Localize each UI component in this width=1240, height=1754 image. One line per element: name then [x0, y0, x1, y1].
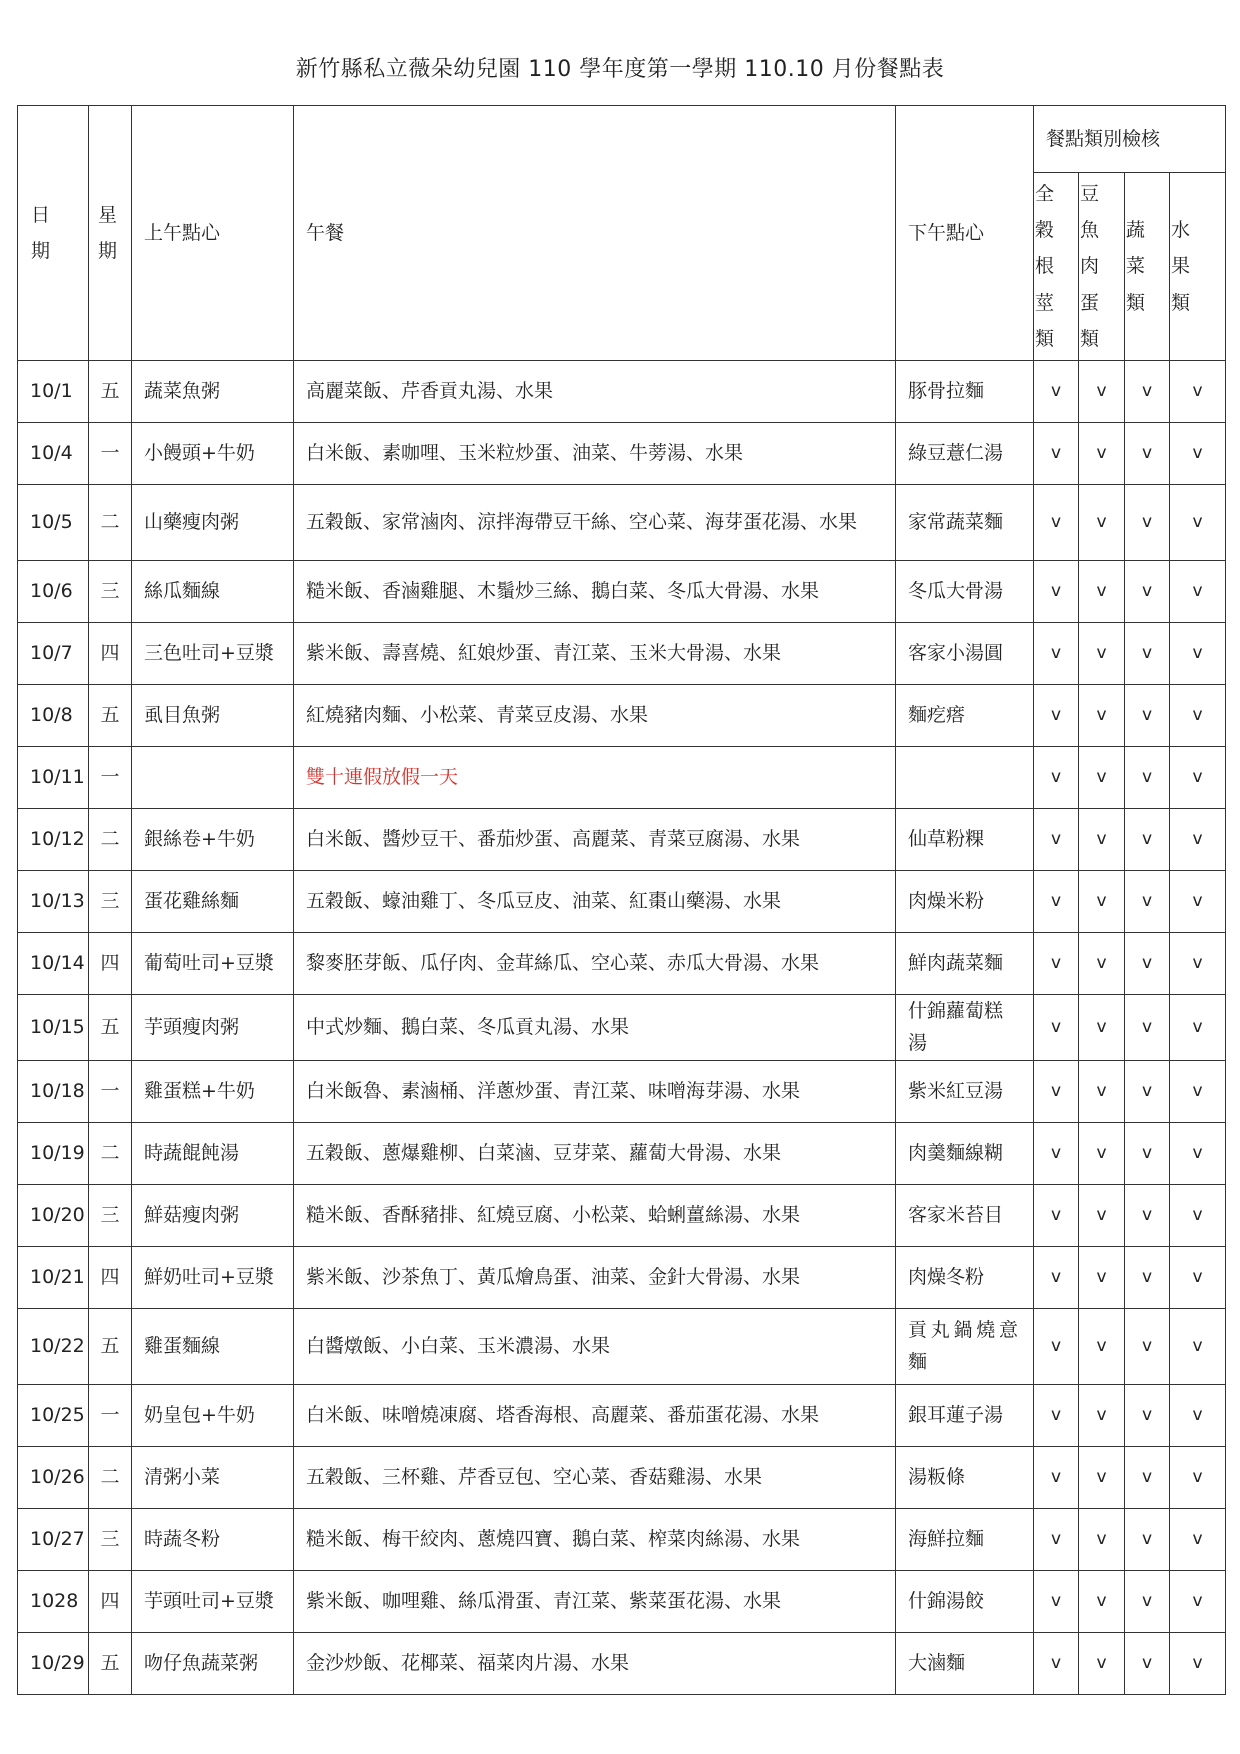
pm-snack-cell: 麵疙瘩	[896, 685, 1034, 747]
date-cell: 10/4	[18, 423, 89, 485]
check-protein-cell: v	[1079, 995, 1125, 1061]
check-fruit-cell: v	[1170, 685, 1226, 747]
am-snack-cell: 吻仔魚蔬菜粥	[132, 1632, 294, 1694]
am-snack-cell	[132, 747, 294, 809]
am-snack-cell: 芋頭吐司+豆漿	[132, 1570, 294, 1632]
header-am-snack: 上午點心	[132, 106, 294, 361]
check-grains-cell: v	[1034, 485, 1079, 561]
meal-table	[17, 105, 1226, 1695]
am-snack-cell: 時蔬餛飩湯	[132, 1122, 294, 1184]
table-row	[18, 1446, 1226, 1508]
check-protein-cell: v	[1079, 1122, 1125, 1184]
check-grains-cell: v	[1034, 1122, 1079, 1184]
check-veg-cell: v	[1125, 423, 1170, 485]
weekday-cell: 五	[89, 995, 132, 1061]
table-row	[18, 1060, 1226, 1122]
check-grains-cell: v	[1034, 1308, 1079, 1384]
date-cell: 10/21	[18, 1246, 89, 1308]
pm-snack-cell: 銀耳蓮子湯	[896, 1384, 1034, 1446]
am-snack-cell: 蛋花雞絲麵	[132, 871, 294, 933]
date-cell: 10/6	[18, 561, 89, 623]
table-row	[18, 1508, 1226, 1570]
check-protein-cell: v	[1079, 1308, 1125, 1384]
am-snack-cell: 雞蛋糕+牛奶	[132, 1060, 294, 1122]
check-veg-cell: v	[1125, 1308, 1170, 1384]
check-grains-cell: v	[1034, 995, 1079, 1061]
check-grains-cell: v	[1034, 561, 1079, 623]
header-check-group: 餐點類別檢核	[1034, 106, 1226, 173]
date-cell: 10/7	[18, 623, 89, 685]
pm-snack-cell	[896, 747, 1034, 809]
check-grains-cell: v	[1034, 423, 1079, 485]
header-pm-snack: 下午點心	[896, 106, 1034, 361]
header-grains: 全穀根莖類	[1034, 173, 1079, 361]
am-snack-cell: 銀絲卷+牛奶	[132, 809, 294, 871]
date-cell: 10/15	[18, 995, 89, 1061]
am-snack-cell: 小饅頭+牛奶	[132, 423, 294, 485]
check-grains-cell: v	[1034, 1384, 1079, 1446]
check-grains-cell: v	[1034, 1060, 1079, 1122]
pm-snack-cell: 冬瓜大骨湯	[896, 561, 1034, 623]
am-snack-cell: 清粥小菜	[132, 1446, 294, 1508]
weekday-cell: 一	[89, 423, 132, 485]
pm-snack-cell: 大滷麵	[896, 1632, 1034, 1694]
check-veg-cell: v	[1125, 623, 1170, 685]
pm-snack-cell: 什錦湯餃	[896, 1570, 1034, 1632]
lunch-cell: 紫米飯、沙茶魚丁、黃瓜燴鳥蛋、油菜、金針大骨湯、水果	[294, 1246, 896, 1308]
check-fruit-cell: v	[1170, 485, 1226, 561]
check-protein-cell: v	[1079, 1570, 1125, 1632]
date-cell: 10/12	[18, 809, 89, 871]
check-grains-cell: v	[1034, 1184, 1079, 1246]
check-protein-cell: v	[1079, 1246, 1125, 1308]
table-row	[18, 1122, 1226, 1184]
weekday-cell: 五	[89, 1308, 132, 1384]
check-grains-cell: v	[1034, 1508, 1079, 1570]
table-row	[18, 1570, 1226, 1632]
table-row	[18, 623, 1226, 685]
check-grains-cell: v	[1034, 871, 1079, 933]
check-protein-cell: v	[1079, 561, 1125, 623]
check-fruit-cell: v	[1170, 561, 1226, 623]
lunch-cell: 白米飯、味噌燒凍腐、塔香海根、高麗菜、番茄蛋花湯、水果	[294, 1384, 896, 1446]
table-row	[18, 1246, 1226, 1308]
check-protein-cell: v	[1079, 1060, 1125, 1122]
weekday-cell: 三	[89, 1508, 132, 1570]
weekday-cell: 五	[89, 1632, 132, 1694]
weekday-cell: 二	[89, 1446, 132, 1508]
check-veg-cell: v	[1125, 933, 1170, 995]
header-fruit: 水果類	[1170, 173, 1226, 361]
weekday-cell: 四	[89, 1570, 132, 1632]
date-cell: 10/8	[18, 685, 89, 747]
header-lunch: 午餐	[294, 106, 896, 361]
am-snack-cell: 奶皇包+牛奶	[132, 1384, 294, 1446]
check-grains-cell: v	[1034, 361, 1079, 423]
check-fruit-cell: v	[1170, 361, 1226, 423]
check-protein-cell: v	[1079, 933, 1125, 995]
lunch-cell: 糙米飯、香滷雞腿、木鬚炒三絲、鵝白菜、冬瓜大骨湯、水果	[294, 561, 896, 623]
lunch-cell: 白米飯、素咖哩、玉米粒炒蛋、油菜、牛蒡湯、水果	[294, 423, 896, 485]
page-title: 新竹縣私立薇朵幼兒園 110 學年度第一學期 110.10 月份餐點表	[295, 57, 945, 82]
weekday-cell: 四	[89, 933, 132, 995]
check-veg-cell: v	[1125, 995, 1170, 1061]
check-grains-cell: v	[1034, 685, 1079, 747]
pm-snack-cell: 肉羹麵線糊	[896, 1122, 1034, 1184]
am-snack-cell: 三色吐司+豆漿	[132, 623, 294, 685]
check-protein-cell: v	[1079, 1632, 1125, 1694]
check-grains-cell: v	[1034, 747, 1079, 809]
pm-snack-cell: 湯粄條	[896, 1446, 1034, 1508]
check-fruit-cell: v	[1170, 933, 1226, 995]
check-grains-cell: v	[1034, 623, 1079, 685]
check-protein-cell: v	[1079, 361, 1125, 423]
check-protein-cell: v	[1079, 685, 1125, 747]
lunch-cell: 五穀飯、三杯雞、芹香豆包、空心菜、香菇雞湯、水果	[294, 1446, 896, 1508]
table-row	[18, 1184, 1226, 1246]
lunch-cell: 紫米飯、咖哩雞、絲瓜滑蛋、青江菜、紫菜蛋花湯、水果	[294, 1570, 896, 1632]
check-veg-cell: v	[1125, 685, 1170, 747]
pm-snack-cell: 貢丸鍋燒意麵	[896, 1308, 1034, 1384]
check-veg-cell: v	[1125, 561, 1170, 623]
check-grains-cell: v	[1034, 1632, 1079, 1694]
lunch-cell: 高麗菜飯、芹香貢丸湯、水果	[294, 361, 896, 423]
am-snack-cell: 鮮奶吐司+豆漿	[132, 1246, 294, 1308]
table-row	[18, 1632, 1226, 1694]
check-grains-cell: v	[1034, 1570, 1079, 1632]
check-fruit-cell: v	[1170, 1122, 1226, 1184]
lunch-cell: 金沙炒飯、花椰菜、福菜肉片湯、水果	[294, 1632, 896, 1694]
am-snack-cell: 雞蛋麵線	[132, 1308, 294, 1384]
weekday-cell: 三	[89, 1184, 132, 1246]
check-fruit-cell: v	[1170, 995, 1226, 1061]
pm-snack-cell: 肉燥米粉	[896, 871, 1034, 933]
table-row	[18, 809, 1226, 871]
check-protein-cell: v	[1079, 423, 1125, 485]
check-grains-cell: v	[1034, 1246, 1079, 1308]
lunch-cell: 紅燒豬肉麵、小松菜、青菜豆皮湯、水果	[294, 685, 896, 747]
lunch-cell: 中式炒麵、鵝白菜、冬瓜貢丸湯、水果	[294, 995, 896, 1061]
check-fruit-cell: v	[1170, 747, 1226, 809]
am-snack-cell: 時蔬冬粉	[132, 1508, 294, 1570]
check-veg-cell: v	[1125, 1060, 1170, 1122]
lunch-cell: 白醬燉飯、小白菜、玉米濃湯、水果	[294, 1308, 896, 1384]
check-grains-cell: v	[1034, 809, 1079, 871]
date-cell: 10/19	[18, 1122, 89, 1184]
header-day: 星期	[89, 106, 132, 361]
lunch-cell: 紫米飯、壽喜燒、紅娘炒蛋、青江菜、玉米大骨湯、水果	[294, 623, 896, 685]
check-fruit-cell: v	[1170, 1508, 1226, 1570]
check-fruit-cell: v	[1170, 1308, 1226, 1384]
lunch-cell: 五穀飯、蔥爆雞柳、白菜滷、豆芽菜、蘿蔔大骨湯、水果	[294, 1122, 896, 1184]
check-fruit-cell: v	[1170, 1384, 1226, 1446]
weekday-cell: 二	[89, 1122, 132, 1184]
date-cell: 10/14	[18, 933, 89, 995]
header-veg: 蔬菜類	[1125, 173, 1170, 361]
am-snack-cell: 絲瓜麵線	[132, 561, 294, 623]
table-row	[18, 423, 1226, 485]
table-row	[18, 361, 1226, 423]
date-cell: 1028	[18, 1570, 89, 1632]
check-veg-cell: v	[1125, 747, 1170, 809]
am-snack-cell: 葡萄吐司+豆漿	[132, 933, 294, 995]
check-protein-cell: v	[1079, 871, 1125, 933]
check-fruit-cell: v	[1170, 423, 1226, 485]
check-veg-cell: v	[1125, 1508, 1170, 1570]
date-cell: 10/27	[18, 1508, 89, 1570]
check-protein-cell: v	[1079, 1508, 1125, 1570]
date-cell: 10/25	[18, 1384, 89, 1446]
pm-snack-cell: 客家小湯圓	[896, 623, 1034, 685]
check-grains-cell: v	[1034, 1446, 1079, 1508]
pm-snack-cell: 豚骨拉麵	[896, 361, 1034, 423]
lunch-cell: 五穀飯、蠔油雞丁、冬瓜豆皮、油菜、紅棗山藥湯、水果	[294, 871, 896, 933]
lunch-cell: 黎麥胚芽飯、瓜仔肉、金茸絲瓜、空心菜、赤瓜大骨湯、水果	[294, 933, 896, 995]
check-veg-cell: v	[1125, 1632, 1170, 1694]
check-fruit-cell: v	[1170, 1184, 1226, 1246]
lunch-cell: 五穀飯、家常滷肉、涼拌海帶豆干絲、空心菜、海芽蛋花湯、水果	[294, 485, 896, 561]
pm-snack-cell: 海鮮拉麵	[896, 1508, 1034, 1570]
check-grains-cell: v	[1034, 933, 1079, 995]
weekday-cell: 五	[89, 685, 132, 747]
check-veg-cell: v	[1125, 1246, 1170, 1308]
pm-snack-cell: 綠豆薏仁湯	[896, 423, 1034, 485]
lunch-cell: 白米飯魯、素滷桶、洋蔥炒蛋、青江菜、味噌海芽湯、水果	[294, 1060, 896, 1122]
pm-snack-cell: 肉燥冬粉	[896, 1246, 1034, 1308]
date-cell: 10/11	[18, 747, 89, 809]
check-fruit-cell: v	[1170, 1060, 1226, 1122]
am-snack-cell: 虱目魚粥	[132, 685, 294, 747]
check-veg-cell: v	[1125, 1570, 1170, 1632]
weekday-cell: 五	[89, 361, 132, 423]
weekday-cell: 四	[89, 1246, 132, 1308]
table-row	[18, 747, 1226, 809]
table-row	[18, 871, 1226, 933]
check-protein-cell: v	[1079, 1446, 1125, 1508]
weekday-cell: 二	[89, 809, 132, 871]
table-row	[18, 995, 1226, 1061]
check-protein-cell: v	[1079, 1184, 1125, 1246]
weekday-cell: 一	[89, 1060, 132, 1122]
check-protein-cell: v	[1079, 623, 1125, 685]
weekday-cell: 三	[89, 871, 132, 933]
check-protein-cell: v	[1079, 485, 1125, 561]
check-veg-cell: v	[1125, 809, 1170, 871]
weekday-cell: 一	[89, 747, 132, 809]
check-fruit-cell: v	[1170, 1632, 1226, 1694]
date-cell: 10/26	[18, 1446, 89, 1508]
check-veg-cell: v	[1125, 361, 1170, 423]
check-veg-cell: v	[1125, 1184, 1170, 1246]
lunch-cell: 糙米飯、香酥豬排、紅燒豆腐、小松菜、蛤蜊薑絲湯、水果	[294, 1184, 896, 1246]
date-cell: 10/22	[18, 1308, 89, 1384]
date-cell: 10/20	[18, 1184, 89, 1246]
check-protein-cell: v	[1079, 747, 1125, 809]
lunch-cell: 雙十連假放假一天	[294, 747, 896, 809]
lunch-cell: 糙米飯、梅干絞肉、蔥燒四寶、鵝白菜、榨菜肉絲湯、水果	[294, 1508, 896, 1570]
date-cell: 10/18	[18, 1060, 89, 1122]
am-snack-cell: 蔬菜魚粥	[132, 361, 294, 423]
check-fruit-cell: v	[1170, 623, 1226, 685]
check-fruit-cell: v	[1170, 809, 1226, 871]
date-cell: 10/1	[18, 361, 89, 423]
am-snack-cell: 鮮菇瘦肉粥	[132, 1184, 294, 1246]
weekday-cell: 四	[89, 623, 132, 685]
date-cell: 10/29	[18, 1632, 89, 1694]
check-protein-cell: v	[1079, 1384, 1125, 1446]
check-fruit-cell: v	[1170, 1446, 1226, 1508]
pm-snack-cell: 什錦蘿蔔糕湯	[896, 995, 1034, 1061]
table-row	[18, 561, 1226, 623]
check-veg-cell: v	[1125, 871, 1170, 933]
pm-snack-cell: 客家米苔目	[896, 1184, 1034, 1246]
pm-snack-cell: 仙草粉粿	[896, 809, 1034, 871]
check-veg-cell: v	[1125, 1384, 1170, 1446]
check-fruit-cell: v	[1170, 1570, 1226, 1632]
weekday-cell: 三	[89, 561, 132, 623]
table-row	[18, 933, 1226, 995]
table-row	[18, 1308, 1226, 1384]
pm-snack-cell: 家常蔬菜麵	[896, 485, 1034, 561]
weekday-cell: 二	[89, 485, 132, 561]
table-row	[18, 685, 1226, 747]
header-date: 日期	[18, 106, 89, 361]
check-fruit-cell: v	[1170, 871, 1226, 933]
header-protein: 豆魚肉蛋類	[1079, 173, 1125, 361]
table-row	[18, 485, 1226, 561]
check-veg-cell: v	[1125, 1122, 1170, 1184]
am-snack-cell: 山藥瘦肉粥	[132, 485, 294, 561]
date-cell: 10/13	[18, 871, 89, 933]
table-row	[18, 1384, 1226, 1446]
pm-snack-cell: 鮮肉蔬菜麵	[896, 933, 1034, 995]
date-cell: 10/5	[18, 485, 89, 561]
am-snack-cell: 芋頭瘦肉粥	[132, 995, 294, 1061]
check-veg-cell: v	[1125, 485, 1170, 561]
check-protein-cell: v	[1079, 809, 1125, 871]
check-fruit-cell: v	[1170, 1246, 1226, 1308]
check-veg-cell: v	[1125, 1446, 1170, 1508]
weekday-cell: 一	[89, 1384, 132, 1446]
lunch-cell: 白米飯、醬炒豆干、番茄炒蛋、高麗菜、青菜豆腐湯、水果	[294, 809, 896, 871]
pm-snack-cell: 紫米紅豆湯	[896, 1060, 1034, 1122]
